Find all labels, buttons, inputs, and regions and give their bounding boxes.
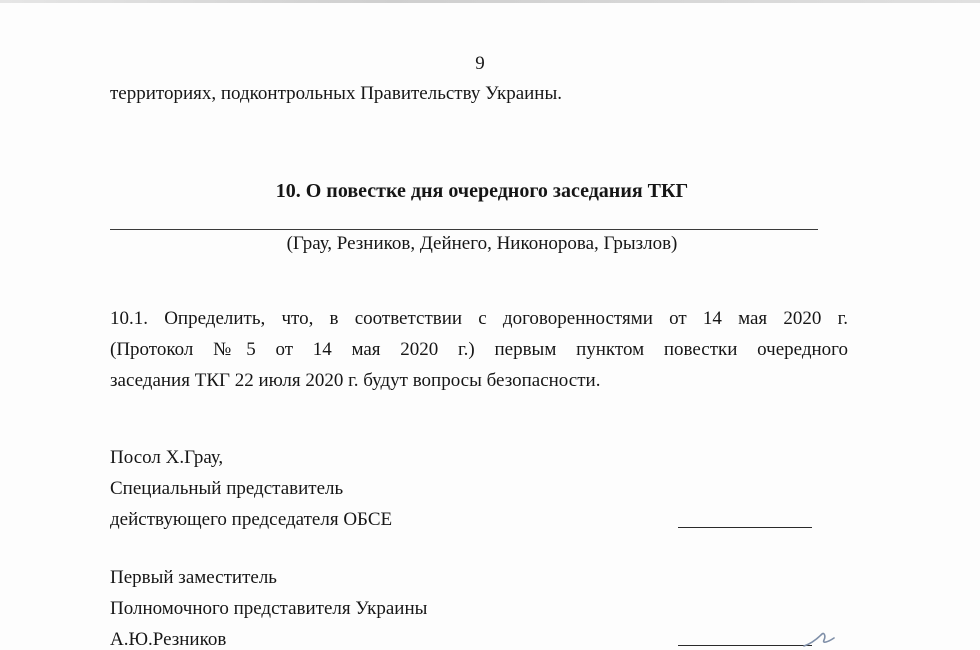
signature-line-osce (678, 527, 812, 528)
heading-underline (110, 229, 818, 230)
signatory-osce (110, 442, 392, 535)
signatory-line: Полномочного представителя Украины (110, 598, 428, 619)
signatory-line: Посол Х.Грау, (110, 447, 224, 468)
signatory-ukraine (110, 562, 427, 650)
page-number: 9 (475, 53, 485, 74)
signatory-line: действующего председателя ОБСЕ (110, 509, 393, 530)
paragraph-line: (Протокол №5 от 14 мая 2020 г.) первым пунктом повестки очередного (110, 339, 848, 360)
paragraph-line: 10.1. Определить, что, в соответствии с договоренностями от 14 мая 2020 г. (110, 308, 848, 329)
decision-paragraph (110, 303, 848, 396)
page-top-edge (0, 0, 980, 3)
section-heading: 10. О повестке дня очередного заседания ТКГ (275, 180, 689, 202)
continuation-text: территориях, подконтрольных Правительству Украины. (110, 83, 562, 104)
section-speakers: (Грау, Резников, Дейнего, Никонорова, Грызлов) (286, 233, 678, 254)
signature-line-ukraine (678, 645, 812, 646)
signatory-line: Первый заместитель (110, 567, 277, 588)
paragraph-line: заседания ТКГ 22 июля 2020 г. будут вопросы безопасности. (110, 370, 601, 391)
signature-scribble-icon (800, 628, 840, 650)
signatory-line: Специальный представитель (110, 478, 344, 499)
signatory-line: А.Ю.Резников (110, 629, 227, 650)
